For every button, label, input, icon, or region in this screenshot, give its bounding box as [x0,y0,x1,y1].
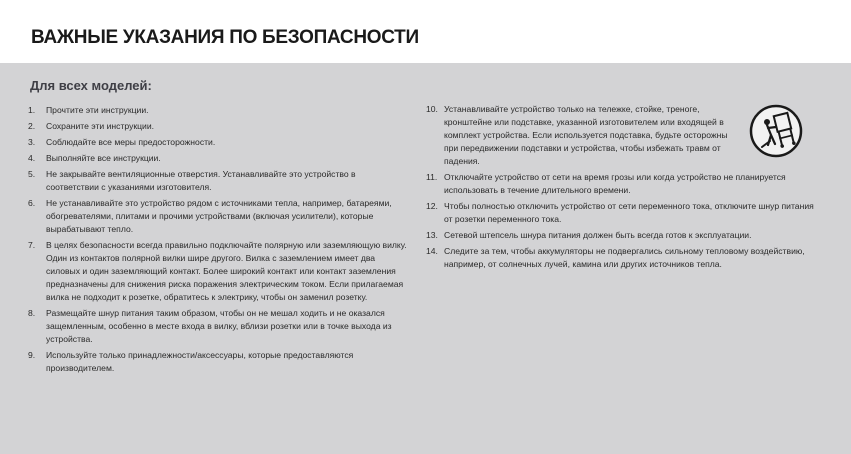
item-text: Чтобы полностью отключить устройство от сети переменного тока, отключите шнур питания от розетки переменного тока. [444,201,814,224]
list-item [426,229,816,242]
item-number: 3. [28,137,36,147]
item-text: Сохраните эти инструкции. [46,121,155,131]
item-number: 6. [28,198,36,208]
item-number: 9. [28,350,36,360]
list-item [28,239,408,304]
item-number: 12. [426,201,438,211]
left-column [28,104,408,378]
item-number: 10. [426,104,438,114]
section-subtitle: Для всех моделей: [30,78,152,93]
item-number: 5. [28,169,36,179]
item-number: 2. [28,121,36,131]
item-text: Прочтите эти инструкции. [46,105,149,115]
list-item [28,104,408,117]
item-number: 7. [28,240,36,250]
item-number: 11. [426,172,438,182]
cart-tipover-warning-icon [748,103,804,159]
list-item [28,136,408,149]
item-text: Сетевой штепсель шнура питания должен быть всегда готов к эксплуатации. [444,230,752,240]
item-text: Используйте только принадлежности/аксессуары, которые предоставляются производителем. [46,350,354,373]
item-number: 1. [28,105,36,115]
item-text: Не устанавливайте это устройство рядом с источниками тепла, например, батареями, обогревателями, плитами и прочими устройствами (включая усилители), которые вырабатывают тепло. [46,198,392,234]
list-item [28,349,408,375]
item-number: 8. [28,308,36,318]
list-item [426,171,816,197]
header [0,0,851,62]
list-item [28,307,408,346]
list-item [28,197,408,236]
page-title: ВАЖНЫЕ УКАЗАНИЯ ПО БЕЗОПАСНОСТИ [31,27,419,48]
item-text: Выполняйте все инструкции. [46,153,161,163]
item-text: Следите за тем, чтобы аккумуляторы не подвергались сильному тепловому воздействию, например, от солнечных лучей, камина или других источников тепла. [444,246,805,269]
list-item [426,200,816,226]
item-text: Не закрывайте вентиляционные отверстия. Устанавливайте это устройство в соответствии с указаниями изготовителя. [46,169,356,192]
list-item [28,168,408,194]
list-item [28,152,408,165]
item-text: Устанавливайте устройство только на тележке, стойке, треноге, кронштейне или подставке, указанной изготовителем или входящей в комплект устройства. Если используется подставка, будьте осторожны при передвижении подставки и устройства, чтобы избежать травм от падения. [444,104,728,166]
item-text: Размещайте шнур питания таким образом, чтобы он не мешал ходить и не оказался защемленным, особенно в месте входа в вилку, вблизи розетки или в точке выхода из устройства. [46,308,392,344]
item-number: 14. [426,246,438,256]
item-text: Соблюдайте все меры предосторожности. [46,137,216,147]
item-number: 13. [426,230,438,240]
item-text: В целях безопасности всегда правильно подключайте полярную или заземляющую вилку. Один из контактов полярной вилки шире другого. Вилка с заземлением имеет два силовых и один заземляющий контакт. Более широкий контакт или контакт заземления предназначены для снижения риска поражения электрическим током. Если прилагаемая вилка не подходит к розетке, обратитесь к электрику, чтобы он заменил розетку. [46,240,407,302]
item-text: Отключайте устройство от сети на время грозы или когда устройство не планируется использовать в течение длительного времени. [444,172,786,195]
item-number: 4. [28,153,36,163]
list-item [28,120,408,133]
list-item [426,245,816,271]
